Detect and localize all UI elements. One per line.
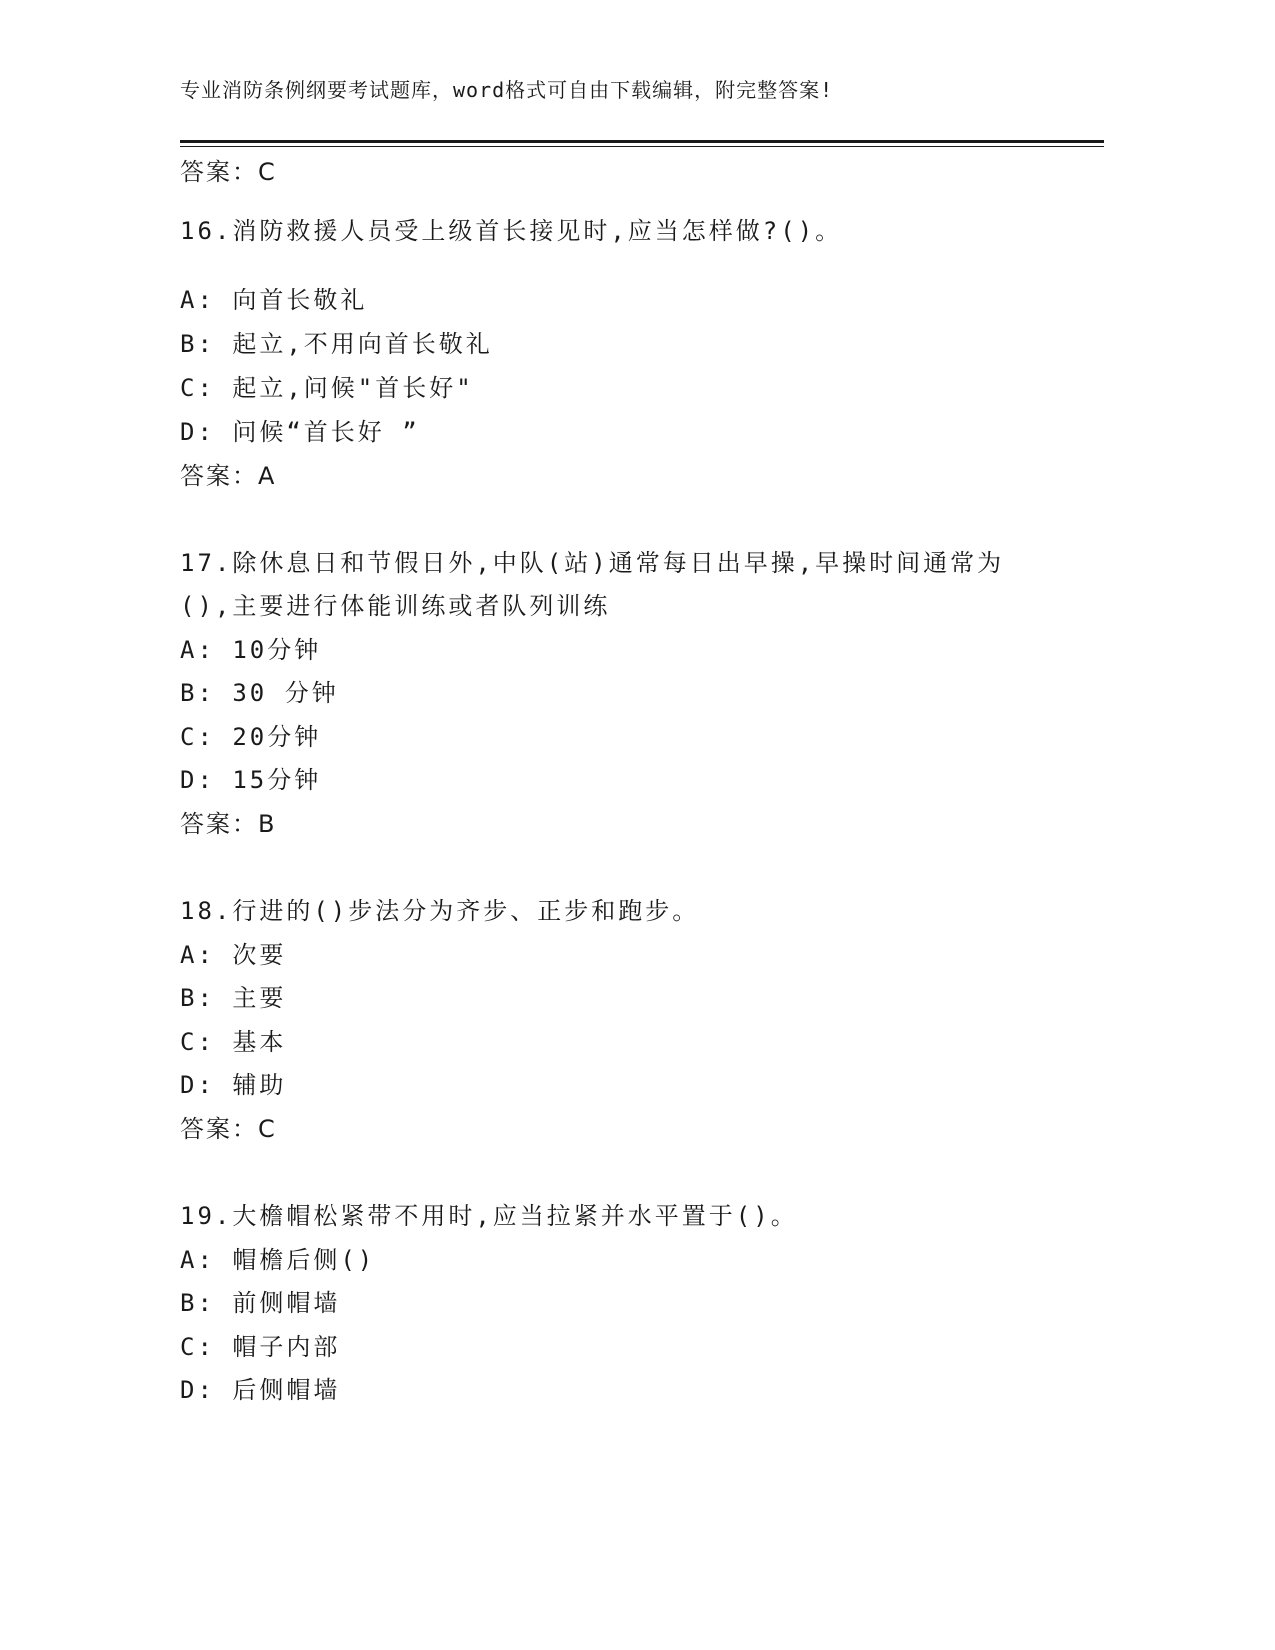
option-c: C: 帽子内部 — [180, 1333, 341, 1361]
option-d: D: 问候“首长好 ” — [180, 418, 420, 446]
answer-line: 答案：C — [180, 1115, 277, 1143]
answer-line: 答案：A — [180, 462, 277, 490]
answer-line: 答案：C — [180, 158, 277, 186]
option-b: B: 前侧帽墙 — [180, 1289, 341, 1317]
question-stem-continued: (),主要进行体能训练或者队列训练 — [180, 592, 611, 620]
option-a: A: 10分钟 — [180, 636, 322, 664]
header-divider-thick — [180, 140, 1104, 143]
option-d: D: 后侧帽墙 — [180, 1376, 341, 1404]
option-b: B: 30 分钟 — [180, 679, 339, 707]
option-a: A: 帽檐后侧() — [180, 1246, 376, 1274]
question-stem: 17.除休息日和节假日外,中队(站)通常每日出早操,早操时间通常为 — [180, 549, 1005, 577]
option-b: B: 起立,不用向首长敬礼 — [180, 330, 493, 358]
page-header: 专业消防条例纲要考试题库，word格式可自由下载编辑，附完整答案! — [180, 78, 834, 102]
option-a: A: 向首长敬礼 — [180, 286, 368, 314]
question-stem: 19.大檐帽松紧带不用时,应当拉紧并水平置于()。 — [180, 1202, 798, 1230]
option-c: C: 20分钟 — [180, 723, 322, 751]
option-c: C: 起立,问候"首长好" — [180, 374, 474, 402]
header-divider-thin — [180, 146, 1104, 147]
answer-line: 答案：B — [180, 810, 277, 838]
option-b: B: 主要 — [180, 984, 287, 1012]
question-stem: 16.消防救援人员受上级首长接见时,应当怎样做?()。 — [180, 217, 843, 245]
question-stem: 18.行进的()步法分为齐步、正步和跑步。 — [180, 897, 700, 925]
option-d: D: 15分钟 — [180, 766, 322, 794]
option-d: D: 辅助 — [180, 1071, 287, 1099]
option-a: A: 次要 — [180, 941, 287, 969]
option-c: C: 基本 — [180, 1028, 287, 1056]
